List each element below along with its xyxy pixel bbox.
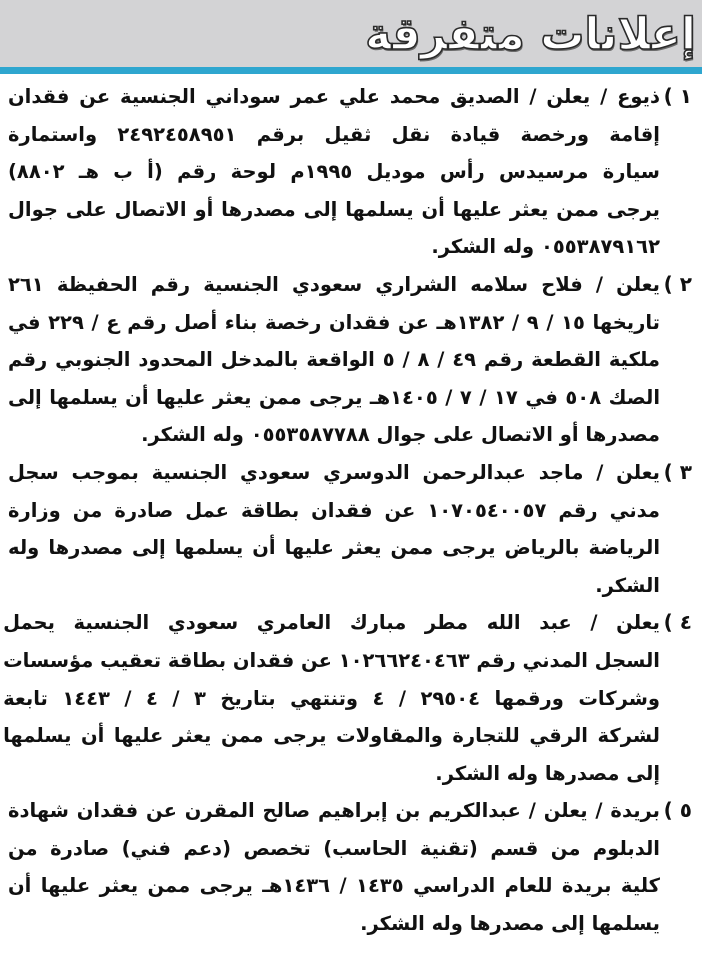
- ad-line: الصك ٥٠٨ في ١٧ / ٧ / ١٤٠٥هـ يرجى ممن يعثر عليها أن يسلمها إلى: [8, 385, 660, 409]
- ad-number: ١ ): [663, 84, 692, 108]
- ad-number: ٢ ): [663, 271, 692, 296]
- section-title: إعلانات متفرقة: [365, 9, 696, 60]
- ad-item-1: [8, 78, 692, 266]
- ad-line: وشركات ورقمها ٢٩٥٠٤ / ٤ وتنتهي بتاريخ ٣ / ٤ / ١٤٤٣ تابعة: [3, 686, 660, 710]
- ad-text: [8, 266, 660, 454]
- ad-text: [8, 78, 660, 266]
- section-header: [0, 0, 702, 67]
- header-accent-bar: [0, 67, 702, 74]
- ad-item-2: [8, 266, 692, 454]
- ad-line: السجل المدني رقم ١٠٢٦٦٢٤٠٤٦٣ عن فقدان بطاقة تعقيب مؤسسات: [3, 648, 660, 672]
- classified-ads-list: [3, 78, 692, 943]
- ad-text: [8, 792, 660, 942]
- ad-line: لشركة الرقي للتجارة والمقاولات يرجى ممن يعثر عليها أن يسلمها: [3, 724, 660, 748]
- ad-line: تاريخها ١٥ / ٩ / ١٣٨٢هـ عن فقدان رخصة بناء أصل رقم ع / ٢٢٩ في: [8, 310, 660, 334]
- ad-line: الدبلوم من قسم (تقنية الحاسب) تخصص (دعم فني) صادرة من: [8, 836, 660, 860]
- ad-text: [8, 454, 660, 604]
- ad-line: يسلمها إلى مصدرها وله الشكر.: [360, 912, 660, 936]
- ad-line: إلى مصدرها وله الشكر.: [435, 761, 660, 785]
- ad-line: ٠٥٥٣٨٧٩١٦٢ وله الشكر.: [431, 235, 660, 259]
- ad-line: سيارة مرسيدس رأس موديل ١٩٩٥م لوحة رقم (أ ب هـ ٨٨٠٢): [8, 160, 660, 184]
- ad-text: [3, 604, 660, 792]
- ad-line: يعلن / فلاح سلامه الشراري سعودي الجنسية رقم الحفيظة ٢٦١: [8, 272, 660, 296]
- ad-line: يعلن / ماجد عبدالرحمن الدوسري سعودي الجنسية بموجب سجل: [8, 460, 660, 484]
- ad-line: مصدرها أو الاتصال على جوال ٠٥٥٣٥٨٧٧٨٨ وله الشكر.: [141, 423, 660, 447]
- ad-item-5: [8, 792, 692, 942]
- ad-line: الرياضة بالرياض يرجى ممن يعثر عليها أن يسلمها إلى مصدرها وله: [8, 536, 660, 560]
- ad-number: ٥ ): [663, 798, 692, 823]
- ad-line: ملكية القطعة رقم ٤٩ / ٨ / ٥ الواقعة بالمدخل المحدود الجنوبي رقم: [8, 348, 660, 372]
- ad-line: بريدة / يعلن / عبدالكريم بن إبراهيم صالح المقرن عن فقدان شهادة: [8, 799, 660, 823]
- ad-line: يعلن / عبد الله مطر مبارك العامري سعودي الجنسية يحمل: [3, 611, 660, 635]
- ad-line: ذيوع / يعلن / الصديق محمد علي عمر سوداني الجنسية عن فقدان: [8, 85, 660, 108]
- ad-item-4: [3, 604, 692, 792]
- ad-line: الشكر.: [595, 573, 660, 597]
- ad-line: يرجى ممن يعثر عليها أن يسلمها إلى مصدرها أو الاتصال على جوال: [8, 197, 660, 221]
- ad-line: مدني رقم ١٠٧٠٥٤٠٠٥٧ عن فقدان بطاقة عمل صادرة من وزارة: [8, 498, 660, 522]
- ad-line: كلية بريدة للعام الدراسي ١٤٣٥ / ١٤٣٦هـ يرجى ممن يعثر عليها أن: [8, 874, 660, 898]
- ad-number: ٣ ): [663, 459, 692, 484]
- ad-number: ٤ ): [663, 610, 692, 635]
- ad-line: إقامة ورخصة قيادة نقل ثقيل برقم ٢٤٩٢٤٥٨٩٥١ واستمارة: [8, 122, 660, 146]
- ad-item-3: [8, 454, 692, 604]
